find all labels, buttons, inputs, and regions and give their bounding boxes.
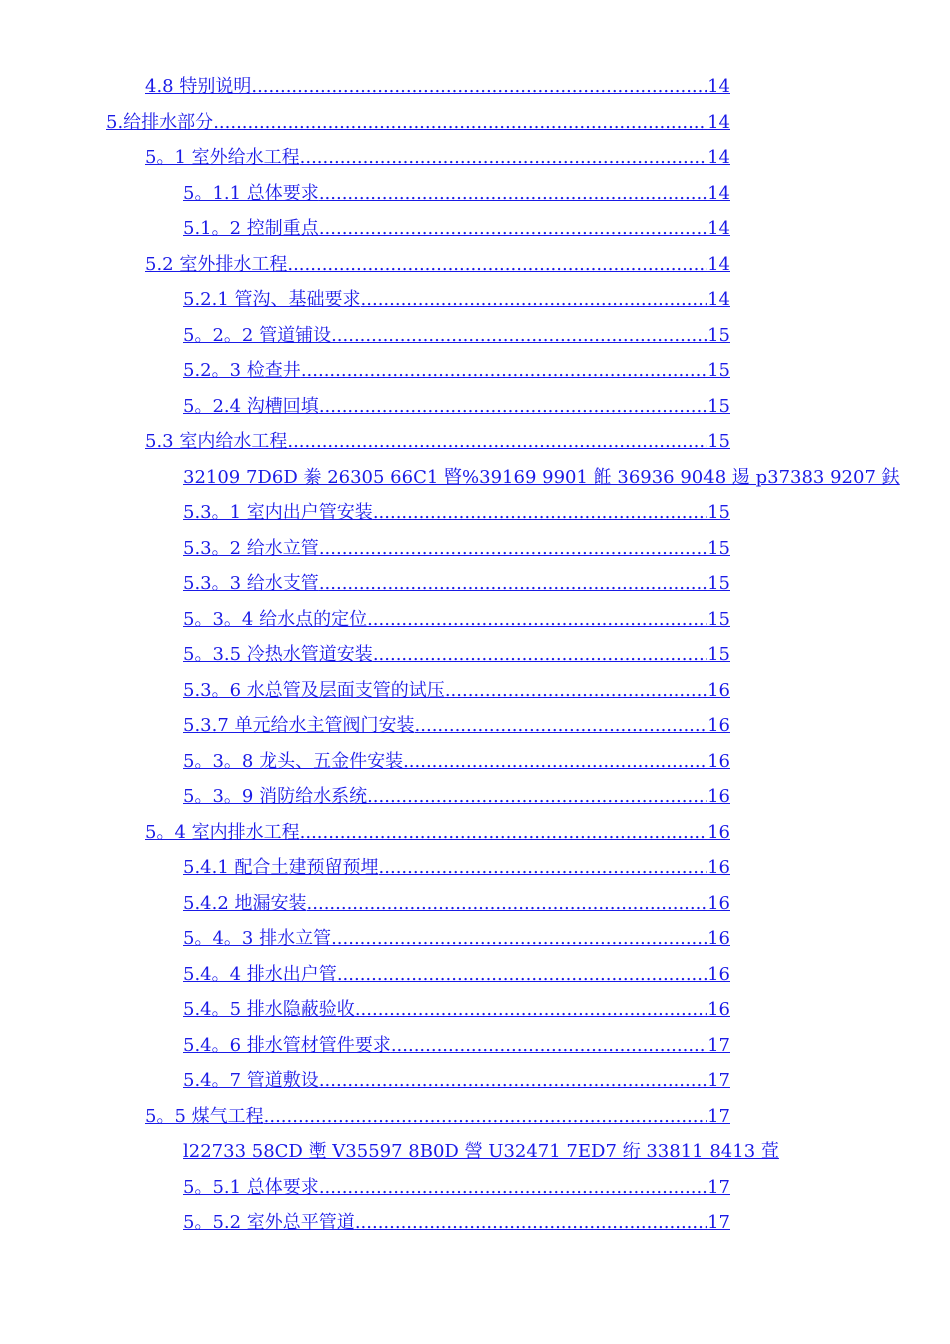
toc-page-number: 14 — [707, 289, 730, 310]
toc-entry-title: 5.4.2 地漏安装 — [183, 892, 307, 914]
toc-entry — [183, 673, 950, 709]
toc-link[interactable] — [183, 1141, 779, 1162]
toc-page-number: 15 — [707, 324, 730, 346]
toc-dot-leader — [287, 247, 707, 283]
toc-link[interactable] — [183, 779, 730, 815]
toc-entry — [183, 744, 950, 780]
toc-dot-leader — [264, 1099, 707, 1135]
toc-dot-leader — [319, 211, 707, 247]
toc-link[interactable] — [145, 1099, 730, 1135]
toc-page-number: 14 — [707, 111, 730, 133]
toc-entry — [183, 708, 950, 744]
toc-link[interactable] — [183, 708, 730, 744]
toc-entry — [183, 1205, 950, 1241]
toc-entry-title: 32109 7D6D 絭 26305 66C1 暋%39169 9901 餁 36936 9048 逷 p37383 9207 鈇 — [183, 466, 900, 488]
toc-entry-title: 5。3。8 龙头、五金件安装 — [183, 750, 404, 772]
toc-page-number: 15 — [707, 573, 730, 594]
toc-entry — [145, 424, 950, 460]
toc-page-number: 16 — [707, 750, 730, 772]
toc-link[interactable] — [183, 1170, 730, 1206]
toc-entry — [183, 389, 950, 425]
toc-dot-leader — [307, 886, 708, 922]
toc-entry — [145, 815, 950, 851]
toc-entry — [183, 1134, 950, 1170]
toc-dot-leader — [319, 176, 707, 212]
toc-page-number: 17 — [707, 1212, 730, 1233]
toc-entry — [145, 69, 950, 105]
toc-link[interactable] — [183, 211, 730, 247]
toc-dot-leader — [373, 495, 707, 531]
toc-link[interactable] — [183, 389, 730, 425]
toc-entry — [183, 921, 950, 957]
toc-entry-title: 5.2。3 检查井 — [183, 360, 301, 381]
toc-entry-title: 5.4。7 管道敷设 — [183, 1070, 319, 1091]
toc-entry — [183, 1063, 950, 1099]
toc-page-number: 16 — [707, 857, 730, 878]
toc-dot-leader — [355, 992, 707, 1028]
toc-entry-title: 5.4.1 配合土建预留预埋 — [183, 857, 379, 878]
toc-entry — [106, 105, 950, 141]
toc-page-number: 14 — [707, 218, 730, 239]
toc-link[interactable] — [183, 1063, 730, 1099]
toc-dot-leader — [300, 815, 707, 851]
toc-entry — [183, 460, 950, 496]
toc-entry — [183, 495, 950, 531]
toc-dot-leader — [445, 673, 707, 709]
toc-link[interactable] — [106, 105, 730, 141]
table-of-contents — [0, 69, 950, 1241]
toc-entry-title: 5。1 室外给水工程 — [145, 147, 300, 168]
toc-entry — [183, 637, 950, 673]
toc-entry-title: 5.1。2 控制重点 — [183, 218, 319, 239]
toc-entry — [145, 247, 950, 283]
toc-page-number: 14 — [707, 76, 730, 97]
toc-link[interactable] — [183, 637, 730, 673]
toc-entry-title: 5.3.7 单元给水主管阀门安装 — [183, 715, 415, 736]
toc-dot-leader — [373, 637, 707, 673]
toc-page-number: 16 — [707, 892, 730, 914]
toc-entry-title: 5。4 室内排水工程 — [145, 821, 300, 843]
toc-page-number: 15 — [707, 431, 730, 452]
toc-link[interactable] — [183, 467, 900, 488]
toc-entry-title: l22733 58CD 壍 V35597 8B0D 謍 U32471 7ED7 绗 33811 8413 萓 — [183, 1141, 779, 1162]
toc-dot-leader — [337, 957, 707, 993]
toc-dot-leader — [300, 140, 707, 176]
toc-entry-title: 5。4。3 排水立管 — [183, 928, 332, 949]
toc-dot-leader — [415, 708, 708, 744]
toc-entry-title: 5。5 煤气工程 — [145, 1105, 264, 1127]
toc-entry-title: 5。1.1 总体要求 — [183, 182, 319, 204]
toc-dot-leader — [251, 69, 707, 105]
toc-link[interactable] — [183, 1028, 730, 1064]
toc-entry — [183, 779, 950, 815]
toc-entry — [183, 886, 950, 922]
toc-dot-leader — [403, 744, 707, 780]
toc-dot-leader — [301, 353, 707, 389]
toc-entry-title: 5.3 室内给水工程 — [145, 431, 288, 452]
toc-entry-title: 5.4。5 排水隐蔽验收 — [183, 999, 355, 1020]
toc-dot-leader — [331, 921, 707, 957]
toc-dot-leader — [319, 1170, 707, 1206]
toc-link[interactable] — [183, 744, 730, 780]
toc-page-number: 15 — [707, 644, 730, 665]
toc-page-number: 15 — [707, 360, 730, 381]
toc-entry-title: 5。3。9 消防给水系统 — [183, 786, 368, 807]
toc-dot-leader — [367, 779, 707, 815]
toc-dot-leader — [319, 389, 707, 425]
toc-link[interactable] — [183, 921, 730, 957]
toc-dot-leader — [213, 105, 707, 141]
toc-link[interactable] — [145, 69, 730, 105]
toc-entry-title: 5。5.1 总体要求 — [183, 1176, 319, 1198]
toc-entry-title: 5。5.2 室外总平管道 — [183, 1212, 355, 1233]
toc-link[interactable] — [183, 282, 730, 318]
toc-link[interactable] — [183, 886, 730, 922]
toc-dot-leader — [287, 424, 707, 460]
toc-link[interactable] — [183, 602, 730, 638]
toc-link[interactable] — [183, 673, 730, 709]
toc-dot-leader — [355, 1205, 707, 1241]
toc-entry-title: 5.3。3 给水支管 — [183, 573, 319, 594]
toc-entry-title: 5。3.5 冷热水管道安装 — [183, 644, 373, 665]
toc-page-number: 16 — [707, 679, 730, 701]
toc-link[interactable] — [183, 495, 730, 531]
toc-dot-leader — [367, 602, 707, 638]
toc-entry — [183, 850, 950, 886]
toc-entry — [183, 566, 950, 602]
toc-link[interactable] — [145, 140, 730, 176]
toc-page-number: 14 — [707, 182, 730, 204]
toc-entry — [145, 1099, 950, 1135]
toc-dot-leader — [361, 282, 708, 318]
toc-entry — [183, 282, 950, 318]
toc-entry-title: 5。2。2 管道铺设 — [183, 324, 332, 346]
toc-page-number: 16 — [707, 786, 730, 807]
toc-page-number: 17 — [707, 1070, 730, 1091]
toc-page-number: 14 — [707, 253, 730, 275]
toc-page-number: 16 — [707, 999, 730, 1020]
toc-entry-title: 5.2.1 管沟、基础要求 — [183, 289, 361, 310]
toc-page-number: 17 — [707, 1176, 730, 1198]
toc-link[interactable] — [145, 247, 730, 283]
toc-entry — [183, 602, 950, 638]
toc-page-number: 16 — [707, 928, 730, 949]
toc-link[interactable] — [183, 531, 730, 567]
toc-page-number: 14 — [707, 147, 730, 168]
toc-entry-title: 5.3。1 室内出户管安装 — [183, 502, 373, 523]
toc-page-number: 16 — [707, 963, 730, 985]
toc-entry-title: 5.4。4 排水出户管 — [183, 963, 337, 985]
toc-entry — [183, 318, 950, 354]
toc-entry-title: 5.3。6 水总管及层面支管的试压 — [183, 679, 445, 701]
toc-page-number: 15 — [707, 608, 730, 630]
toc-link[interactable] — [183, 176, 730, 212]
toc-page-number: 17 — [707, 1034, 730, 1056]
toc-link[interactable] — [183, 318, 730, 354]
toc-link[interactable] — [183, 353, 730, 389]
toc-dot-leader — [379, 850, 708, 886]
toc-entry — [183, 211, 950, 247]
toc-link[interactable] — [145, 815, 730, 851]
toc-entry-title: 5.4。6 排水管材管件要求 — [183, 1034, 391, 1056]
toc-entry-title: 5.给排水部分 — [106, 111, 214, 133]
toc-link[interactable] — [183, 850, 730, 886]
toc-entry — [183, 531, 950, 567]
toc-entry — [145, 140, 950, 176]
toc-dot-leader — [319, 531, 707, 567]
toc-entry-title: 5.2 室外排水工程 — [145, 253, 288, 275]
toc-entry — [183, 1028, 950, 1064]
toc-entry-title: 5。2.4 沟槽回填 — [183, 395, 319, 417]
toc-entry — [183, 1170, 950, 1206]
toc-entry — [183, 176, 950, 212]
toc-page-number: 16 — [707, 715, 730, 736]
toc-dot-leader — [391, 1028, 707, 1064]
toc-page-number: 17 — [707, 1105, 730, 1127]
toc-link[interactable] — [183, 566, 730, 602]
toc-dot-leader — [331, 318, 707, 354]
toc-entry-title: 5。3。4 给水点的定位 — [183, 608, 368, 630]
toc-page-number: 15 — [707, 537, 730, 559]
toc-link[interactable] — [145, 424, 730, 460]
toc-entry — [183, 353, 950, 389]
toc-page-number: 15 — [707, 395, 730, 417]
toc-link[interactable] — [183, 992, 730, 1028]
toc-page-number: 16 — [707, 821, 730, 843]
toc-link[interactable] — [183, 957, 730, 993]
toc-entry — [183, 992, 950, 1028]
toc-page-number: 15 — [707, 502, 730, 523]
toc-entry-title: 4.8 特别说明 — [145, 76, 252, 97]
toc-entry-title: 5.3。2 给水立管 — [183, 537, 319, 559]
toc-dot-leader — [319, 566, 707, 602]
toc-dot-leader — [319, 1063, 707, 1099]
toc-entry — [183, 957, 950, 993]
toc-link[interactable] — [183, 1205, 730, 1241]
